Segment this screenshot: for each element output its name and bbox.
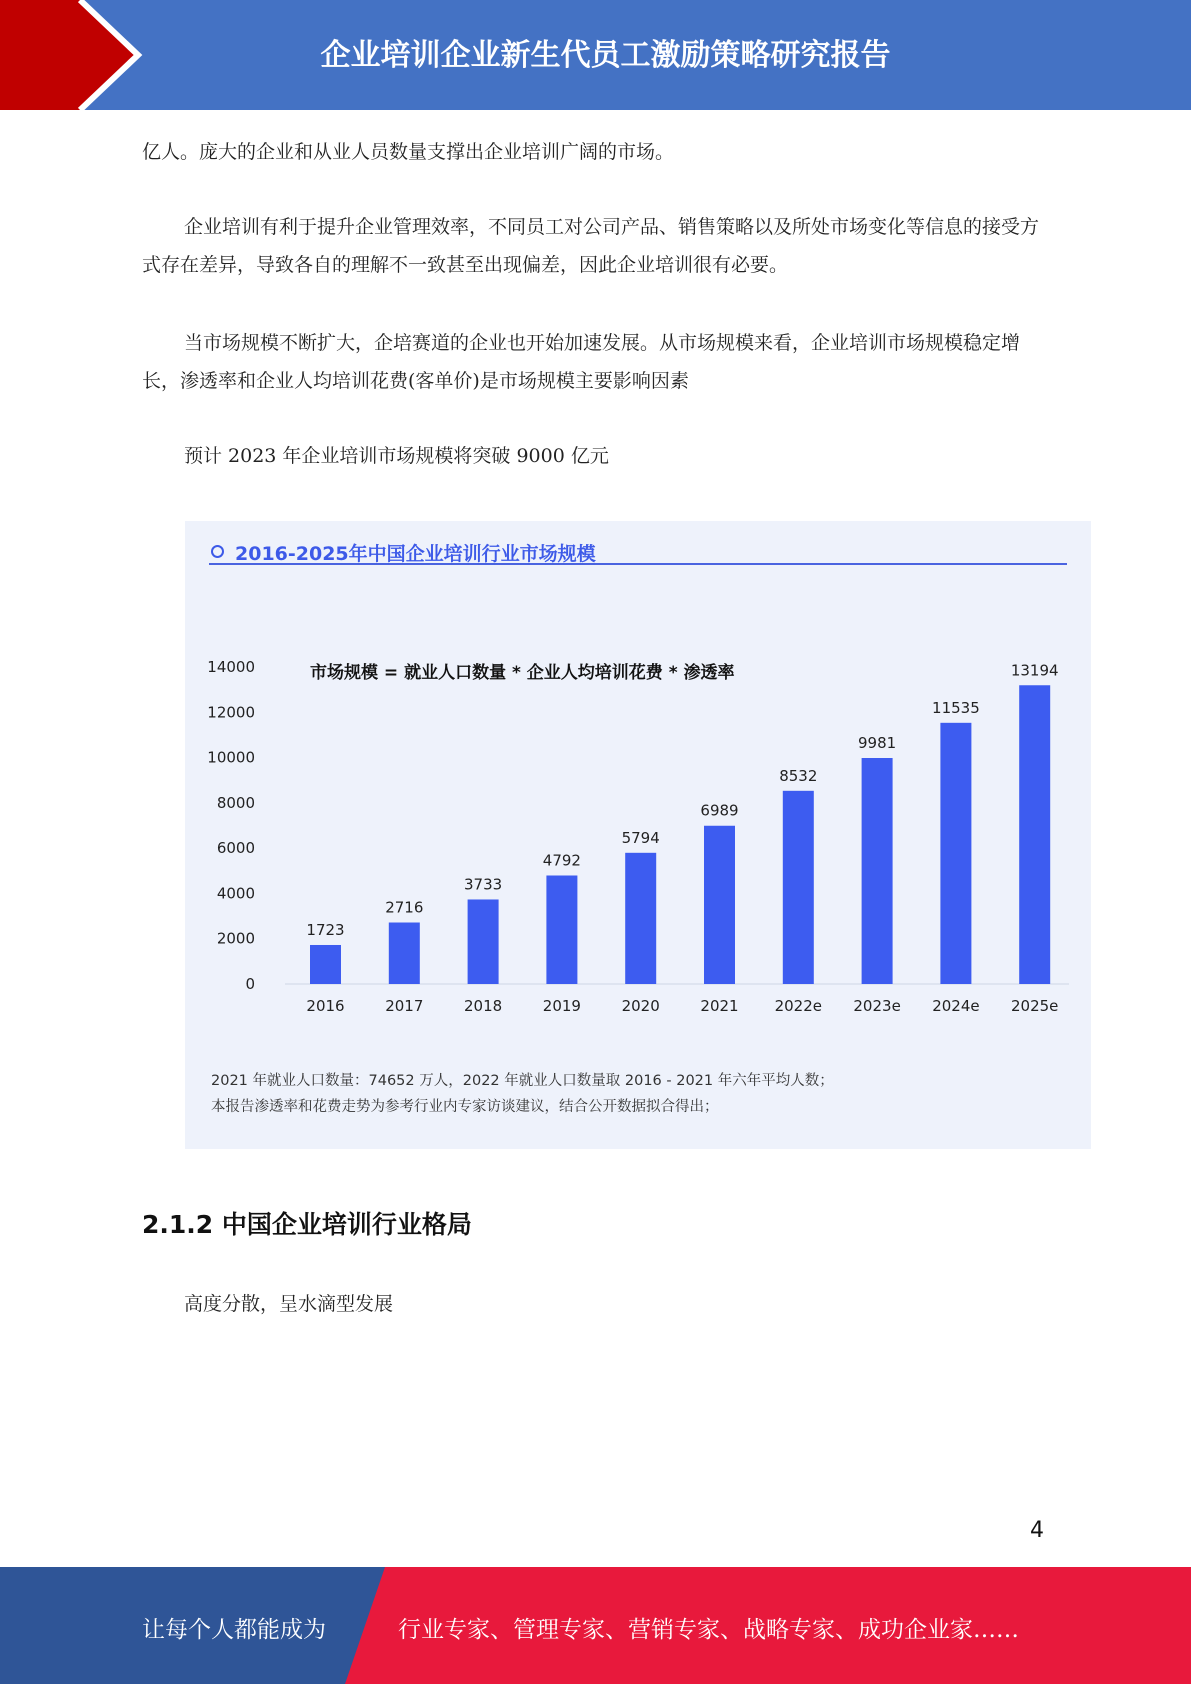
page-number: 4 [1030,1518,1044,1543]
header-title: 企业培训企业新生代员工激励策略研究报告 [320,38,891,73]
paragraph-1: 亿人。庞大的企业和从业人员数量支撑出企业培训广阔的市场。 [142,141,675,163]
bar-2019 [546,875,577,984]
bar-2020 [625,853,656,984]
y-tick-label: 14000 [207,658,255,676]
bar-2023e [862,758,893,984]
bar-chart [185,521,1091,1149]
bar-2021 [704,826,735,984]
bar-2017 [389,923,420,984]
section-text: 高度分散，呈水滴型发展 [184,1293,394,1315]
y-tick-label: 8000 [216,793,255,812]
footer-slogan-right: 行业专家、管理专家、营销专家、战略专家、成功企业家…… [398,1617,1019,1643]
paragraph-2: 企业培训有利于提升企业管理效率，不同员工对公司产品、销售策略以及所处市场变化等信息的接受方式存在差异，导致各自的理解不一致甚至出现偏差，因此企业培训很有必要。 [142,216,1040,276]
data-label: 11535 [932,698,980,717]
data-label: 2716 [385,898,424,917]
chart-formula: 市场规模 = 就业人口数量 * 企业人均培训花费 * 渗透率 [310,663,735,683]
bar-2024e [940,723,971,984]
y-tick-label: 10000 [207,748,255,767]
bar-2022e [783,791,814,984]
data-label: 4792 [542,851,581,870]
data-label: 13194 [1010,661,1059,680]
chart-panel [185,521,1091,1149]
bar-2016 [310,945,341,984]
x-tick-label: 2020 [621,997,660,1015]
x-tick-label: 2025e [1010,997,1059,1015]
page-header [0,0,1191,110]
x-tick-label: 2016 [306,997,345,1015]
page-footer [0,1567,1191,1684]
chart-note-2: 本报告渗透率和花费走势为参考行业内专家访谈建议，结合公开数据拟合得出； [211,1099,719,1115]
chart-title: 2016-2025年中国企业培训行业市场规模 [235,543,596,565]
section-heading: 2.1.2 中国企业培训行业格局 [142,1210,472,1239]
x-tick-label: 2019 [542,997,581,1015]
x-tick-label: 2018 [464,997,503,1015]
data-label: 3733 [464,875,503,894]
y-tick-label: 2000 [216,929,255,948]
chart-note-1: 2021 年就业人口数量：74652 万人，2022 年就业人口数量取 2016 - 2021 年六年平均人数； [211,1073,834,1089]
x-tick-label: 2017 [385,997,424,1015]
x-tick-label: 2022e [774,997,823,1015]
x-tick-label: 2024e [932,997,980,1015]
footer-slogan-left: 让每个人都能成为 [142,1617,326,1643]
x-tick-label: 2023e [853,997,901,1015]
x-tick-label: 2021 [700,997,739,1015]
y-tick-label: 12000 [207,703,255,722]
bar-2018 [468,899,499,984]
data-label: 6989 [700,801,739,820]
data-label: 8532 [779,766,818,785]
paragraph-4: 预计 2023 年企业培训市场规模将突破 9000 亿元 [184,445,609,467]
data-label: 9981 [858,734,897,753]
y-tick-label: 6000 [216,839,255,858]
data-label: 5794 [621,828,660,847]
bar-2025e [1019,685,1050,984]
y-tick-label: 4000 [216,884,255,903]
y-tick-label: 0 [245,975,255,993]
data-label: 1723 [306,920,345,939]
paragraph-3: 当市场规模不断扩大，企培赛道的企业也开始加速发展。从市场规模来看，企业培训市场规模稳定增长，渗透率和企业人均培训花费(客单价)是市场规模主要影响因素 [142,332,1021,392]
